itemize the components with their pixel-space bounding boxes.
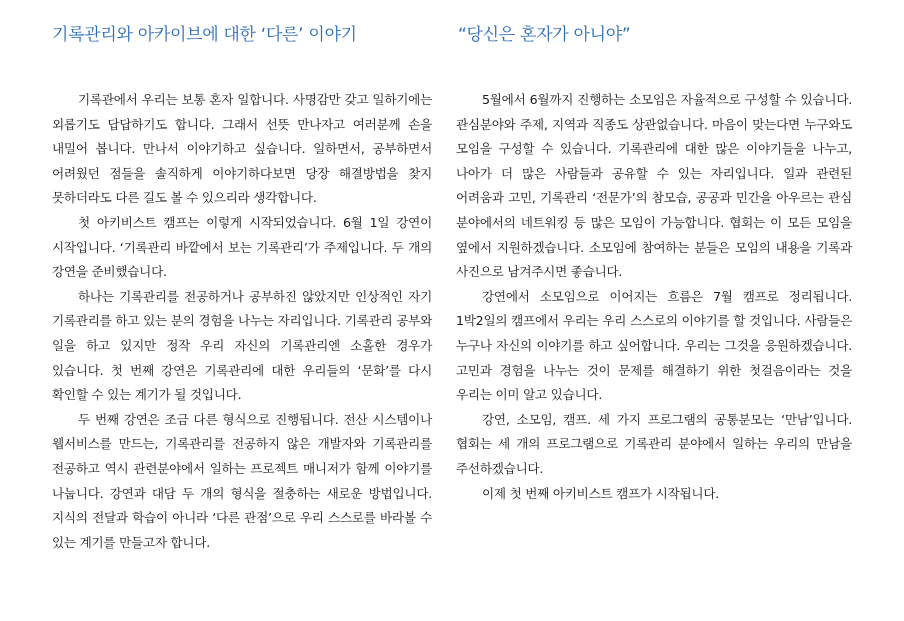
- right-paragraph-2: 강연에서 소모임으로 이어지는 흐름은 7월 캠프로 정리됩니다. 1박2일의 캠프에서 우리는 우리 스스로의 이야기를 할 것입니다. 사람들은 누구나 자신의 이야기를 하고 싶어합니다. 우리는 그것을 응원하겠습니다. 고민과 경험을 나누는 것이 문제를 해결하기 위한 첫걸음이라는 것을 우리는 이미 알고 있습니다.: [456, 288, 852, 403]
- right-column: [456, 22, 852, 506]
- left-column: [52, 22, 432, 555]
- left-paragraph-1: 기록관에서 우리는 보통 혼자 일합니다. 사명감만 갖고 일하기에는 외롭기도 답답하기도 합니다. 그래서 선뜻 만나자고 여러분께 손을 내밀어 봅니다. 만나서 이야기하고 싶습니다. 일하면서, 공부하면서 어려웠던 점들을 솔직하게 이야기하다보면 당장 해결방법을 찾지 못하더라도 다른 길도 볼 수 있으리라 생각합니다.: [52, 92, 432, 206]
- left-paragraph-2: 첫 아키비스트 캠프는 이렇게 시작되었습니다. 6월 1일 강연이 시작입니다. ‘기록관리 바깥에서 보는 기록관리’가 주제입니다. 두 개의 강연을 준비했습니다.: [52, 214, 432, 280]
- left-column-heading: 기록관리와 아카이브에 대한 ‘다른’ 이야기: [52, 25, 357, 45]
- right-paragraph-3: 강연, 소모임, 캠프. 세 가지 프로그램의 공통분모는 ‘만남’입니다. 협회는 세 개의 프로그램으로 기록관리 분야에서 일하는 우리의 만남을 주선하겠습니다.: [456, 411, 852, 476]
- right-paragraph-1: 5월에서 6월까지 진행하는 소모임은 자율적으로 구성할 수 있습니다. 관심분야와 주제, 지역과 직종도 상관없습니다. 마음이 맞는다면 누구와도 모임을 구성할 수 있습니다. 기록관리에 대한 많은 이야기들을 나누고, 나아가 더 많은 사람들과 공유할 수 있는 자리입니다. 일과 관련된 어려움과 고민, 기록관리 ‘전문가’의 참모습, 공공과 민간을 아우르는 관심 분야에서의 네트워킹 등 많은 모임이 가능합니다. 협회는 이 모든 모임을 옆에서 지원하겠습니다. 소모임에 참여하는 분들은 모임의 내용을 기록과 사진으로 남겨주시면 좋습니다.: [456, 92, 852, 280]
- right-paragraph-4: 이제 첫 번째 아키비스트 캠프가 시작됩니다.: [482, 485, 719, 501]
- right-column-heading: “당신은 혼자가 아니야”: [458, 25, 631, 45]
- left-paragraph-3: 하나는 기록관리를 전공하거나 공부하진 않았지만 인상적인 자기 기록관리를 하고 있는 분의 경험을 나누는 자리입니다. 기록관리 공부와 일을 하고 있지만 정작 우리 자신의 기록관리엔 소홀한 경우가 있습니다. 첫 번째 강연은 기록관리에 대한 우리들의 ‘문화’를 다시 확인할 수 있는 계기가 될 것입니다.: [52, 288, 432, 403]
- left-paragraph-4: 두 번째 강연은 조금 다른 형식으로 진행됩니다. 전산 시스템이나 웹서비스를 만드는, 기록관리를 전공하지 않은 개발자와 기록관리를 전공하고 역시 관련분야에서 일하는 프로젝트 매니저가 함께 이야기를 나눕니다. 강연과 대담 두 개의 형식을 절충하는 새로운 방법입니다. 지식의 전달과 학습이 아니라 ‘다른 관점’으로 우리 스스로를 바라볼 수 있는 계기를 만들고자 합니다.: [52, 411, 432, 550]
